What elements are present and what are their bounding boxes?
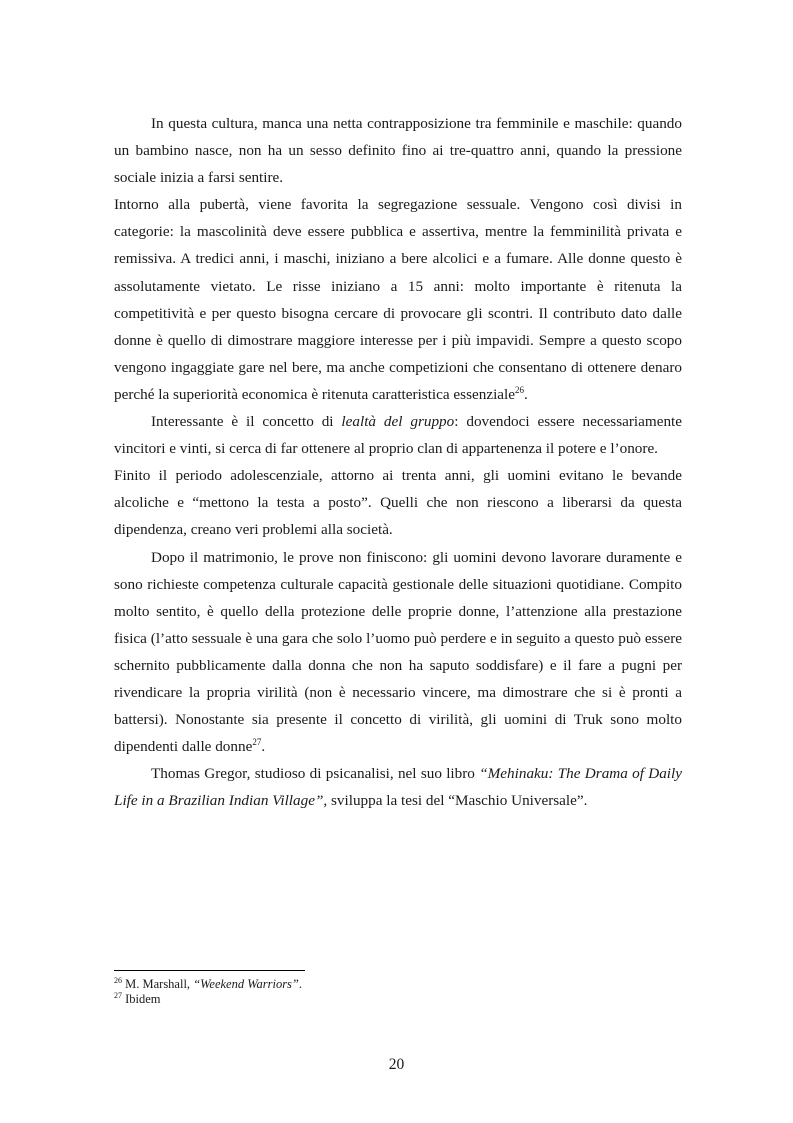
footnote-ref-27: 27 xyxy=(252,737,262,748)
footnote-text: Ibidem xyxy=(122,991,161,1006)
paragraph-3-text-end: : dovendoci essere necessariamente vincitori e vinti, si cerca di far ottenere al proprio clan di appartenenza il potere e l’onore. xyxy=(114,413,682,458)
paragraph-6-text: Thomas Gregor, studioso di psicanalisi, nel suo libro xyxy=(151,765,480,783)
footnotes xyxy=(114,977,682,1006)
paragraph-5 xyxy=(114,544,682,761)
paragraph-1 xyxy=(114,110,682,191)
paragraph-2-end: . xyxy=(524,385,528,403)
paragraph-4-text: Finito il periodo adolescenziale, attorno ai trenta anni, gli uomini evitano le bevande alcoliche e “mettono la testa a posto”. Quelli che non riescono a liberarsi da questa dipendenza, creano veri problemi alla società. xyxy=(114,467,682,539)
footnote-title: “Weekend Warriors” xyxy=(193,977,299,991)
paragraph-6-text-end: , sviluppa la tesi del “Maschio Universale”. xyxy=(323,792,588,810)
footnote-number: 26 xyxy=(114,975,122,985)
footnote-separator xyxy=(114,970,305,971)
paragraph-6-book-title: “Mehinaku: The Drama of Daily Life in a Brazilian Indian Village” xyxy=(114,765,682,810)
paragraph-3 xyxy=(114,408,682,462)
footnote-end: . xyxy=(298,977,302,991)
paragraph-4 xyxy=(114,462,682,543)
paragraph-2 xyxy=(114,191,682,408)
paragraph-5-text: Dopo il matrimonio, le prove non finiscono: gli uomini devono lavorare duramente e sono richieste competenza culturale capacità gestionale delle situazioni quotidiane. Compito molto sentito, è quello della protezione delle proprie donne, l’attenzione alla prestazione fisica (l’atto sessuale è una gara che solo l’uomo può perdere e in seguito a questo può essere schernito pubblicamente dalla donna che non ha saputo soddisfare) e il fare a pugni per rivendicare la propria virilità (non è necessario vincere, ma dimostrare che si è pronti a battersi). Nonostante sia presente il concetto di virilità, gli uomini di Truk sono molto dipendenti dalle donne xyxy=(114,548,682,756)
paragraph-3-text: Interessante è il concetto di xyxy=(151,413,342,431)
paragraph-5-end: . xyxy=(261,738,266,756)
footnote-number: 27 xyxy=(114,990,122,1000)
paragraph-2-text: Intorno alla pubertà, viene favorita la segregazione sessuale. Vengono così divisi in categorie: la mascolinità deve essere pubblica e assertiva, mentre la femminilità privata e remissiva. A tredici anni, i maschi, iniziano a bere alcolici e a fumare. Alle donne questo è assolutamente vietato. Le risse iniziano a 15 anni: molto importante è ritenuta la competitività e per questo bisogna cercare di provocare gli scontri. Il contributo dato dalle donne è quello di dimostrare maggiore interesse per i più impavidi. Sempre a questo scopo vengono ingaggiate gare nel bere, ma anche competizioni che consentano di ottenere denaro perché la superiorità economica è ritenuta caratteristica essenziale xyxy=(114,196,682,403)
footnote-26 xyxy=(114,977,682,992)
body-text xyxy=(114,110,682,814)
footnote-text: M. Marshall, xyxy=(122,977,194,991)
footnote-ref-26: 26 xyxy=(515,384,524,395)
paragraph-6 xyxy=(114,760,682,814)
footnote-27 xyxy=(114,992,682,1007)
page-number: 20 xyxy=(388,1056,405,1073)
paragraph-3-emphasis: lealtà del gruppo xyxy=(341,413,455,431)
paragraph-1-text: In questa cultura, manca una netta contrapposizione tra femminile e maschile: quando un bambino nasce, non ha un sesso definito fino ai tre-quattro anni, quando la pressione sociale inizia a farsi sentire. xyxy=(114,115,682,187)
